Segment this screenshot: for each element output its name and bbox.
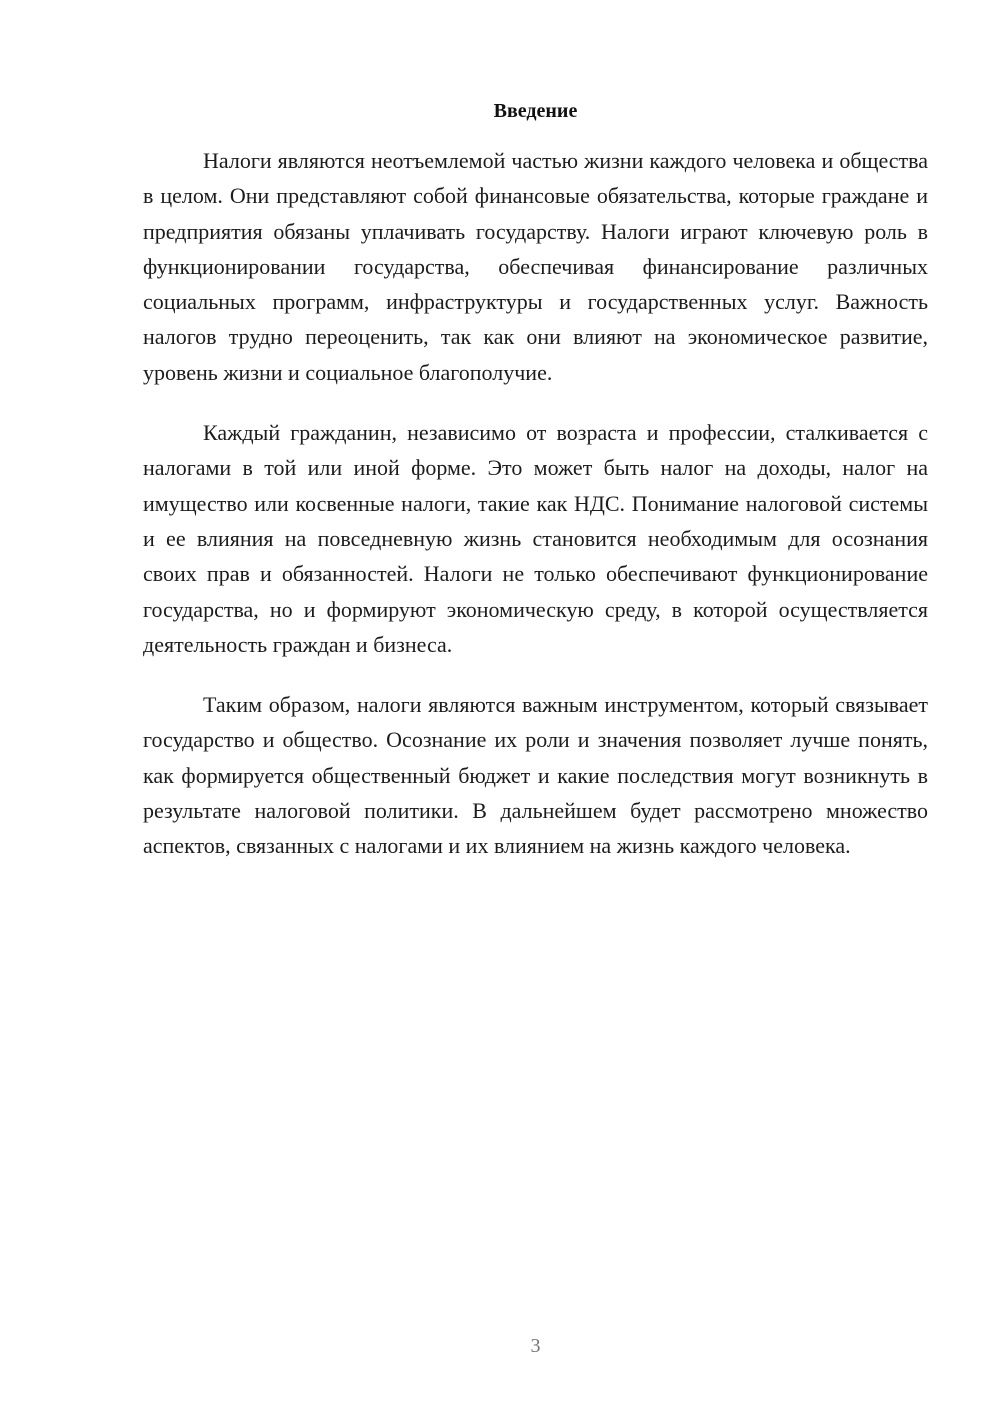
section-heading: Введение — [493, 100, 578, 122]
paragraph-2: Каждый гражданин, независимо от возраста и профессии, сталкивается с налогами в той или иной форме. Это может быть налог на доходы, налог на имущество или косвенные налоги, такие как НДС. Понимание налоговой системы и ее влияния на повседневную жизнь становится необходимым для осознания своих прав и обязанностей. Налоги не только обеспечивают функционирование государства, но и формируют экономическую среду, в которой осуществляется деятельность граждан и бизнеса. — [143, 420, 928, 657]
paragraph-3: Таким образом, налоги являются важным инструментом, который связывает государство и общество. Осознание их роли и значения позволяет лучше понять, как формируется общественный бюджет и какие последствия могут возникнуть в результате налоговой политики. В дальнейшем будет рассмотрено множество аспектов, связанных с налогами и их влиянием на жизнь каждого человека. — [143, 692, 928, 859]
page-number: 3 — [530, 1335, 541, 1357]
body-text — [143, 143, 928, 889]
paragraph-1: Налоги являются неотъемлемой частью жизни каждого человека и общества в целом. Они представляют собой финансовые обязательства, которые граждане и предприятия обязаны уплачивать государству. Налоги играют ключевую роль в функционировании государства, обеспечивая финансирование различных социальных программ, инфраструктуры и государственных услуг. Важность налогов трудно переоценить, так как они влияют на экономическое развитие, уровень жизни и социальное благополучие. — [143, 148, 928, 385]
